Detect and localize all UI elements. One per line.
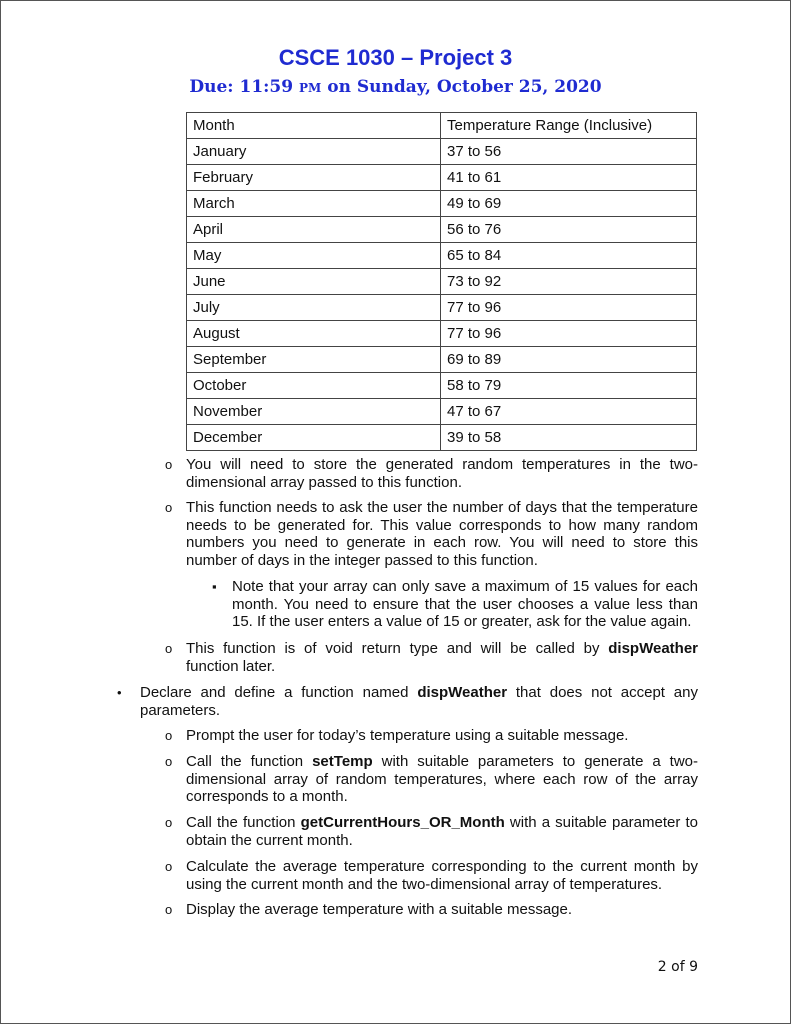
- list-item-display: Display the average temperature with a suitable message.: [186, 901, 573, 918]
- table-row: [187, 269, 697, 295]
- month-cell: May: [187, 243, 441, 269]
- due-pm: PM: [299, 81, 322, 95]
- temperature-table: [186, 112, 697, 451]
- range-cell: 56 to 76: [441, 217, 697, 243]
- table-row: [187, 217, 697, 243]
- list-item-number-of-days: This function needs to ask the user the number of days that the temperature needs to be generated for. This value corresponds to how many random numbers you need to generate in each row. You will need to store this number of days in the integer passed to this function.: [186, 499, 698, 569]
- list-item-call-settemp: [186, 753, 698, 806]
- table-header: Month: [187, 113, 441, 139]
- table-header: Temperature Range (Inclusive): [441, 113, 697, 139]
- text-run: with a suitable parameter to obtain the current month.: [186, 814, 698, 849]
- table-row: [187, 425, 697, 451]
- circle-bullet-icon: o: [165, 754, 173, 769]
- circle-bullet-icon: o: [165, 815, 173, 830]
- month-cell: September: [187, 347, 441, 373]
- list-item-calculate: Calculate the average temperature corresponding to the current month by using the current month and the two-dimensional array of temperatures.: [186, 858, 698, 893]
- due-suffix: on Sunday, October 25, 2020: [321, 77, 602, 97]
- text-run: Call the function: [186, 814, 301, 831]
- range-cell: 77 to 96: [441, 321, 697, 347]
- text-run: This function is of void return type and will be called by: [186, 640, 609, 657]
- table-row: [187, 373, 697, 399]
- month-cell: December: [187, 425, 441, 451]
- table-row: [187, 321, 697, 347]
- list-item-max-values-note: Note that your array can only save a maximum of 15 values for each month. You need to ensure that the user chooses a value less than 15. If the user enters a value of 15 or greater, ask for the value again.: [232, 578, 698, 630]
- circle-bullet-icon: o: [165, 500, 173, 515]
- range-cell: 47 to 67: [441, 399, 697, 425]
- function-name: getCurrentHours_OR_Month: [300, 814, 505, 831]
- circle-bullet-icon: o: [165, 641, 173, 656]
- table-header-row: [187, 113, 697, 139]
- list-item-void-return: [186, 640, 698, 675]
- month-cell: June: [187, 269, 441, 295]
- function-name: setTemp: [312, 753, 373, 770]
- document-title: CSCE 1030 – Project 3: [278, 45, 513, 70]
- list-item-prompt: Prompt the user for today’s temperature using a suitable message.: [186, 727, 629, 744]
- square-bullet-icon: ▪: [212, 579, 217, 594]
- month-cell: July: [187, 295, 441, 321]
- table-row: [187, 399, 697, 425]
- table-row: [187, 347, 697, 373]
- list-item-store-temps: You will need to store the generated random temperatures in the two-dimensional array passed to this function.: [186, 456, 698, 491]
- due-prefix: Due: 11:59: [189, 77, 300, 97]
- month-cell: November: [187, 399, 441, 425]
- range-cell: 37 to 56: [441, 139, 697, 165]
- month-cell: October: [187, 373, 441, 399]
- table-row: [187, 139, 697, 165]
- text-run: Declare and define a function named: [140, 684, 418, 701]
- range-cell: 73 to 92: [441, 269, 697, 295]
- month-cell: March: [187, 191, 441, 217]
- list-item-dispweather: [140, 684, 698, 719]
- text-run: Call the function: [186, 753, 313, 770]
- range-cell: 49 to 69: [441, 191, 697, 217]
- month-cell: February: [187, 165, 441, 191]
- function-name: dispWeather: [417, 684, 508, 701]
- table-row: [187, 165, 697, 191]
- table-row: [187, 243, 697, 269]
- month-cell: August: [187, 321, 441, 347]
- range-cell: 69 to 89: [441, 347, 697, 373]
- range-cell: 39 to 58: [441, 425, 697, 451]
- text-run: function later.: [186, 657, 276, 675]
- text-run: with suitable parameters to generate a two-dimensional array of random temperatures, where each row of the array corresponds to a month.: [186, 753, 698, 805]
- bullet-icon: •: [117, 685, 122, 700]
- text-run: that does not accept any parameters.: [140, 684, 698, 719]
- month-cell: April: [187, 217, 441, 243]
- function-name: dispWeather: [608, 640, 698, 657]
- range-cell: 65 to 84: [441, 243, 697, 269]
- range-cell: 58 to 79: [441, 373, 697, 399]
- circle-bullet-icon: o: [165, 728, 173, 743]
- table-row: [187, 191, 697, 217]
- range-cell: 77 to 96: [441, 295, 697, 321]
- circle-bullet-icon: o: [165, 859, 173, 874]
- due-date: [0, 77, 791, 97]
- table-row: [187, 295, 697, 321]
- page-number: 2 of 9: [657, 959, 698, 975]
- month-cell: January: [187, 139, 441, 165]
- range-cell: 41 to 61: [441, 165, 697, 191]
- list-item-call-getcurrent: [186, 814, 698, 849]
- circle-bullet-icon: o: [165, 902, 173, 917]
- circle-bullet-icon: o: [165, 457, 173, 472]
